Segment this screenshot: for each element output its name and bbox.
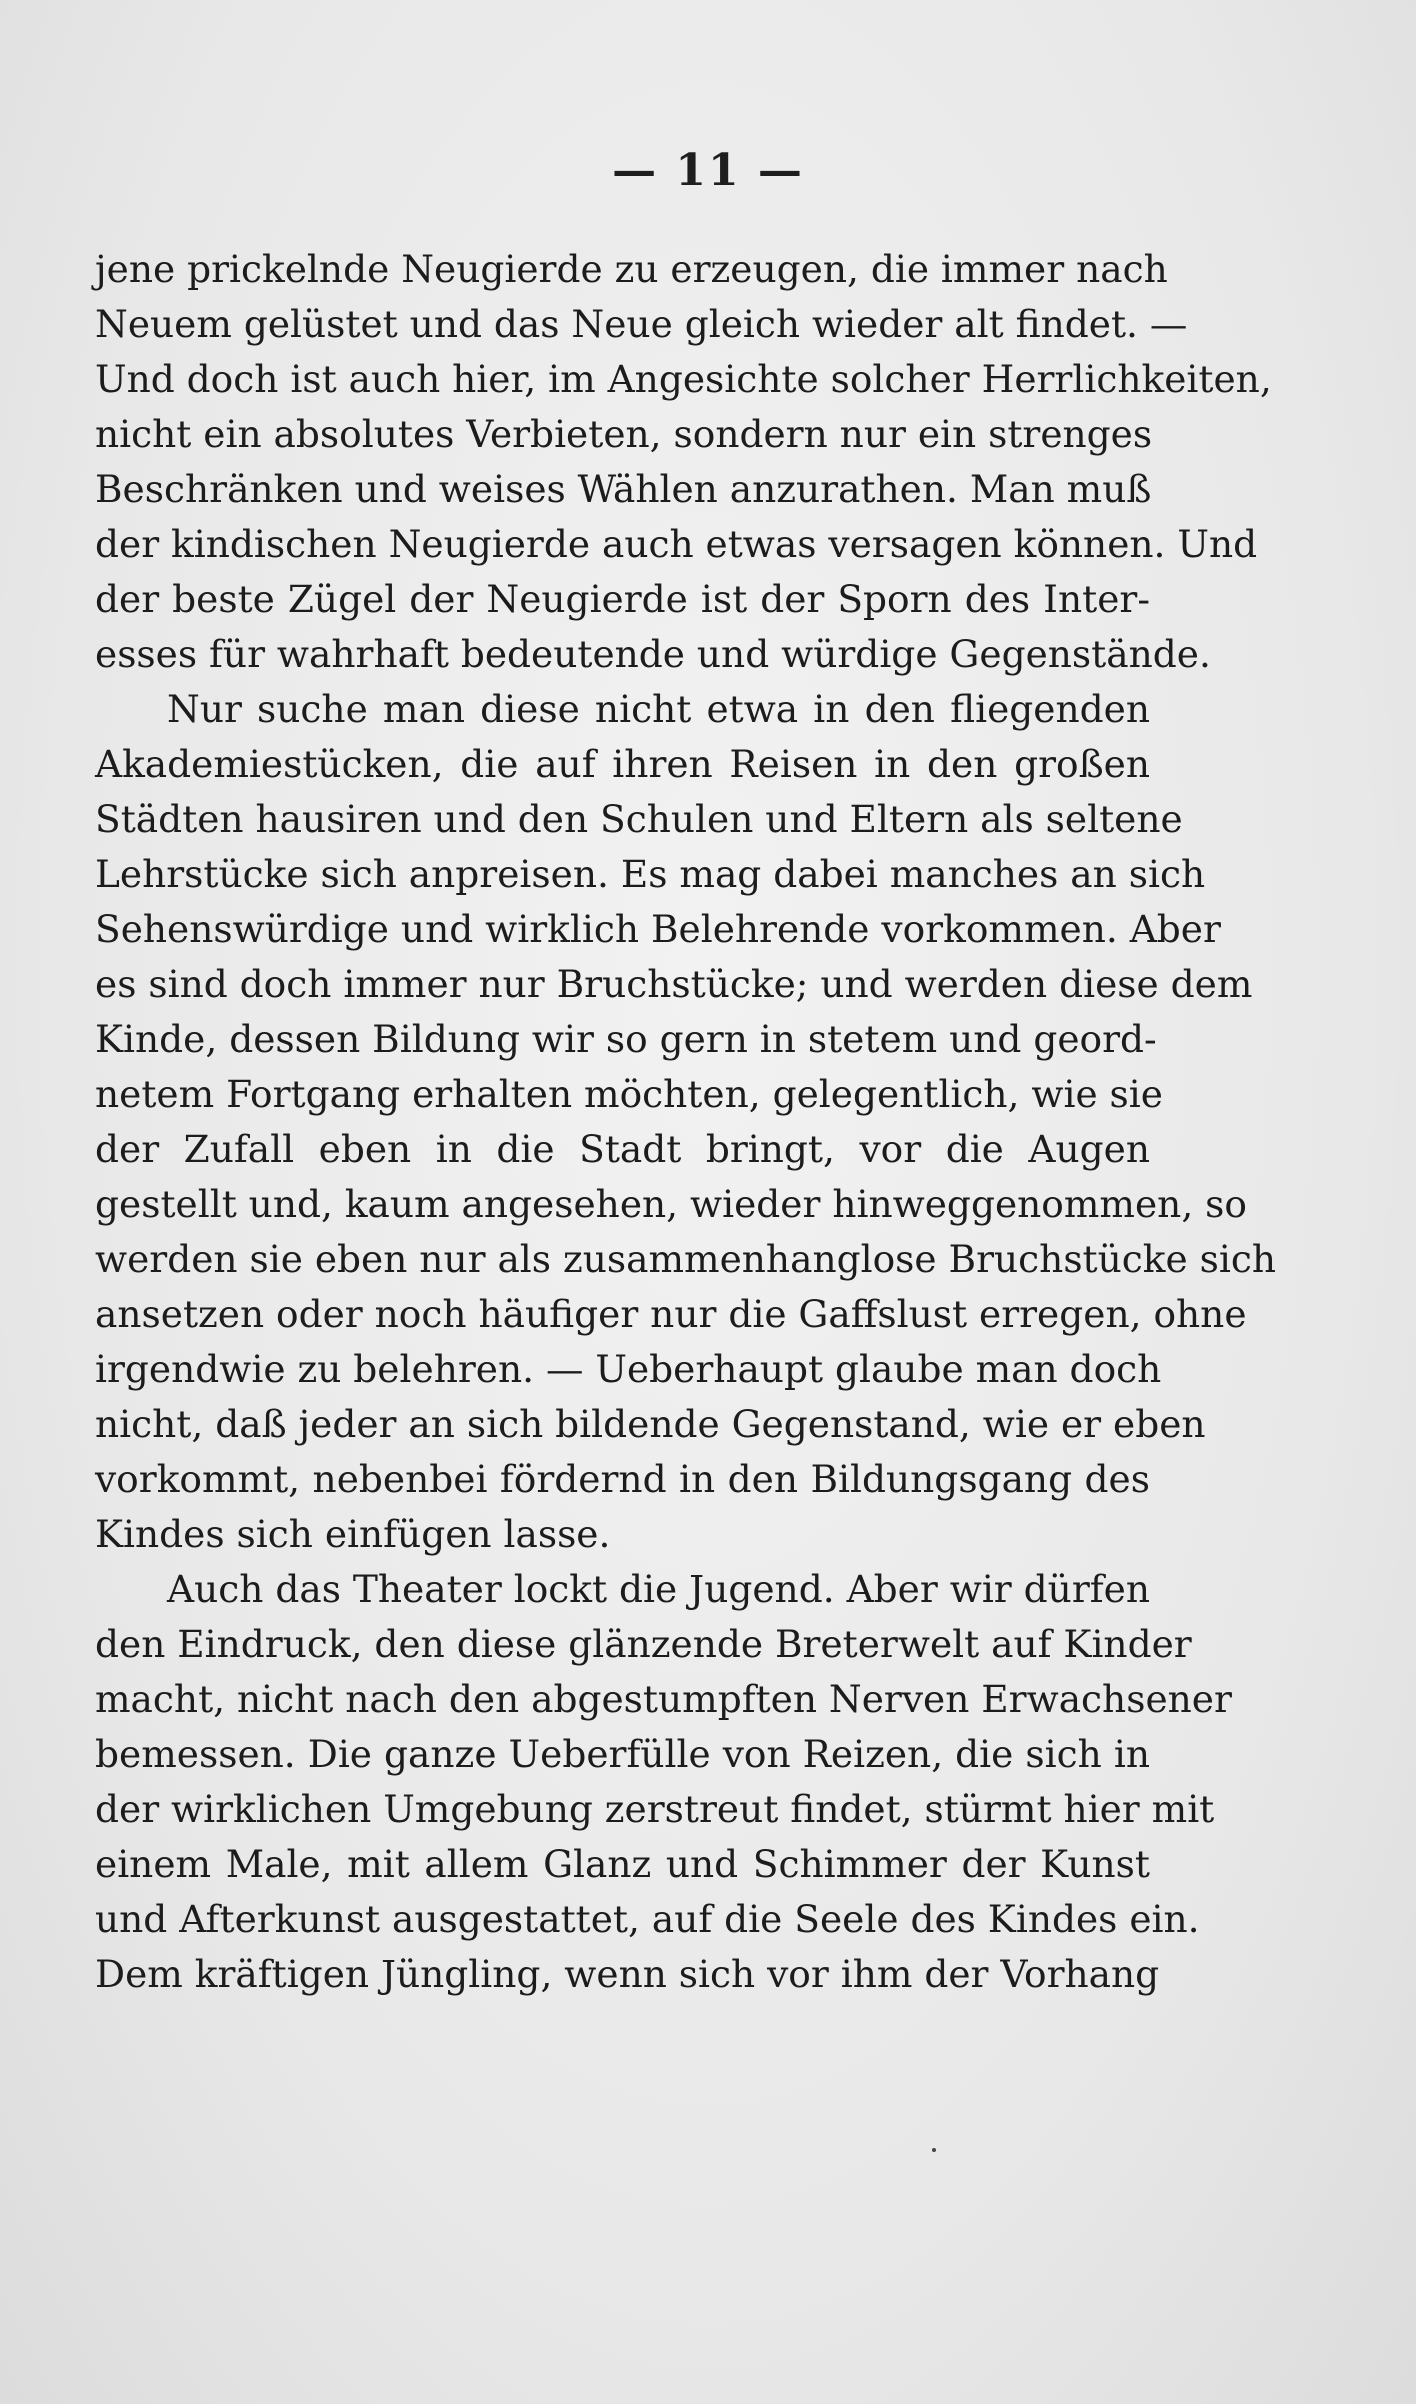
text-line: Beschränken und weises Wählen anzurathen. Man muß	[95, 467, 1152, 511]
text-line: macht, nicht nach den abgestumpften Nerven Erwachsener	[95, 1677, 1232, 1721]
text-line: Nur suche man diese nicht etwa in den fliegenden	[167, 687, 1150, 731]
text-line: nicht, daß jeder an sich bildende Gegenstand, wie er eben	[95, 1402, 1206, 1446]
text-line: der Zufall eben in die Stadt bringt, vor die Augen	[95, 1127, 1150, 1171]
text-line: werden sie eben nur als zusammenhanglose Bruchstücke sich	[95, 1237, 1277, 1281]
text-line: netem Fortgang erhalten möchten, gelegentlich, wie sie	[95, 1072, 1163, 1116]
text-line: Und doch ist auch hier, im Angesichte solcher Herrlichkeiten,	[95, 357, 1272, 401]
text-line: es sind doch immer nur Bruchstücke; und werden diese dem	[95, 962, 1253, 1006]
text-line: Auch das Theater lockt die Jugend. Aber wir dürfen	[167, 1567, 1150, 1611]
page-number: — 11 —	[612, 145, 804, 196]
text-line: esses für wahrhaft bedeutende und würdige Gegenstände.	[95, 632, 1211, 676]
text-line: Kinde, dessen Bildung wir so gern in stetem und geord-	[95, 1017, 1157, 1061]
text-line: irgendwie zu belehren. — Ueberhaupt glaube man doch	[95, 1347, 1162, 1391]
text-line: nicht ein absolutes Verbieten, sondern nur ein strenges	[95, 412, 1153, 456]
text-line: Kindes sich einfügen lasse.	[95, 1512, 611, 1556]
text-line: ansetzen oder noch häufiger nur die Gaffslust erregen, ohne	[95, 1292, 1247, 1336]
text-line: Akademiestücken, die auf ihren Reisen in den großen	[95, 742, 1150, 786]
body-text	[95, 242, 1277, 2002]
text-line: bemessen. Die ganze Ueberfülle von Reizen, die sich in	[95, 1732, 1150, 1776]
text-line: der kindischen Neugierde auch etwas versagen können. Und	[95, 522, 1258, 566]
text-line: den Eindruck, den diese glänzende Breterwelt auf Kinder	[95, 1622, 1192, 1666]
text-line: der wirklichen Umgebung zerstreut findet, stürmt hier mit	[95, 1787, 1215, 1831]
text-line: Dem kräftigen Jüngling, wenn sich vor ihm der Vorhang	[95, 1952, 1160, 1996]
text-line: Städten hausiren und den Schulen und Eltern als seltene	[95, 797, 1183, 841]
text-line: und Afterkunst ausgestattet, auf die Seele des Kindes ein.	[95, 1897, 1200, 1941]
text-line: Lehrstücke sich anpreisen. Es mag dabei manches an sich	[95, 852, 1206, 896]
text-line: jene prickelnde Neugierde zu erzeugen, die immer nach	[95, 247, 1168, 291]
text-line: vorkommt, nebenbei fördernd in den Bildungsgang des	[95, 1457, 1150, 1501]
text-line: Sehenswürdige und wirklich Belehrende vorkommen. Aber	[95, 907, 1221, 951]
text-line: der beste Zügel der Neugierde ist der Sporn des Inter-	[95, 577, 1150, 621]
text-line: Neuem gelüstet und das Neue gleich wieder alt findet. —	[95, 302, 1188, 346]
text-line: gestellt und, kaum angesehen, wieder hinweggenommen, so	[95, 1182, 1247, 1226]
paper-speck	[932, 2148, 936, 2152]
text-line: einem Male, mit allem Glanz und Schimmer der Kunst	[95, 1842, 1150, 1886]
